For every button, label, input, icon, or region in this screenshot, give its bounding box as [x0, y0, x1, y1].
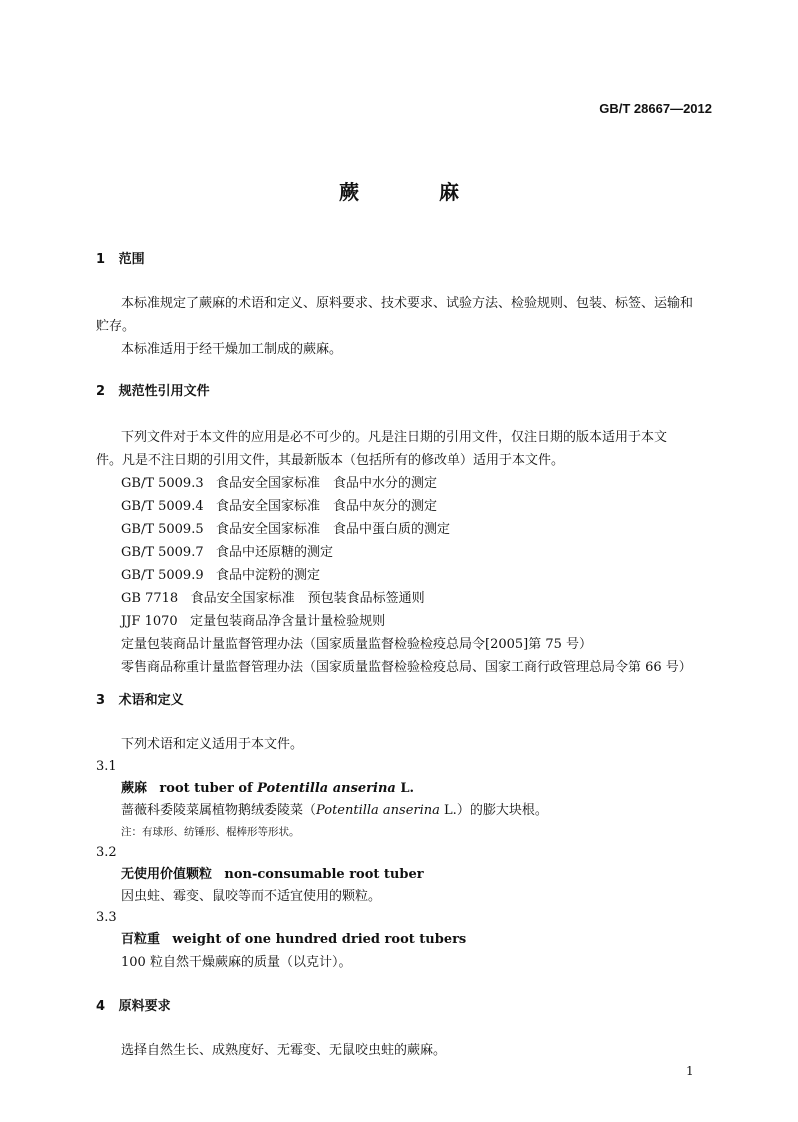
term-en: weight of one hundred dried root tubers [172, 932, 467, 947]
paragraph: 下列文件对于本文件的应用是必不可少的。凡是注日期的引用文件，仅注日期的版本适用于本文 [121, 430, 668, 445]
reference-title: 定量包装商品计量监督管理办法（国家质量监督检验检疫总局令[2005]第 75 号） [121, 637, 593, 652]
reference-item [121, 659, 692, 677]
reference-item [121, 590, 425, 608]
reference-code: GB/T 5009.7 [121, 545, 204, 560]
reference-title: 食品安全国家标准 食品中水分的测定 [216, 476, 438, 491]
reference-title: 食品中还原糖的测定 [216, 545, 334, 560]
reference-code: GB/T 5009.5 [121, 522, 204, 537]
section-title: 规范性引用文件 [118, 384, 210, 399]
section-title: 原料要求 [118, 999, 171, 1014]
reference-code: GB 7718 [121, 591, 179, 606]
paragraph: 下列术语和定义适用于本文件。 [121, 737, 304, 752]
reference-item [121, 521, 450, 539]
term-en-latin: Potentilla anserina [257, 781, 396, 796]
paragraph: 本标准适用于经干燥加工制成的蕨麻。 [121, 342, 343, 357]
paragraph: 选择自然生长、成熟度好、无霉变、无鼠咬虫蛀的蕨麻。 [121, 1043, 447, 1058]
section-1-heading [96, 251, 145, 269]
reference-title: 食品安全国家标准 食品中蛋白质的测定 [216, 522, 451, 537]
term-number: 3.1 [96, 759, 117, 774]
reference-title: 食品安全国家标准 食品中灰分的测定 [216, 499, 438, 514]
term-definition: 因虫蛀、霉变、鼠咬等而不适宜使用的颗粒。 [121, 889, 382, 904]
section-2-heading [96, 383, 210, 401]
term-heading [121, 866, 424, 884]
term-cn: 无使用价值颗粒 [121, 867, 213, 882]
term-number: 3.3 [96, 910, 117, 925]
term-note: 注：有球形、纺锤形、棍棒形等形状。 [121, 826, 300, 838]
page-number: 1 [686, 1064, 694, 1078]
reference-item [121, 636, 592, 654]
section-3-heading [96, 692, 184, 710]
paragraph: 贮存。 [96, 319, 136, 334]
reference-code: GB/T 5009.3 [121, 476, 204, 491]
section-title: 范围 [118, 252, 145, 267]
reference-item [121, 475, 437, 493]
term-en [159, 781, 414, 796]
reference-item [121, 544, 333, 562]
section-number: 3 [96, 693, 106, 708]
section-title: 术语和定义 [118, 693, 184, 708]
reference-title: 食品安全国家标准 预包装食品标签通则 [190, 591, 425, 606]
section-4-heading [96, 998, 171, 1016]
definition-text: L.）的膨大块根。 [439, 803, 548, 818]
reference-code: GB/T 5009.4 [121, 499, 204, 514]
definition-text: 蔷薇科委陵菜属植物鹅绒委陵菜（ [121, 803, 317, 818]
reference-code: GB/T 5009.9 [121, 568, 204, 583]
section-number: 4 [96, 999, 106, 1014]
reference-title: 零售商品称重计量监督管理办法（国家质量监督检验检疫总局、国家工商行政管理总局令第 66 号） [121, 660, 692, 675]
term-cn: 蕨麻 [121, 781, 148, 796]
term-en: non-consumable root tuber [224, 867, 424, 882]
paragraph: 本标准规定了蕨麻的术语和定义、原料要求、技术要求、试验方法、检验规则、包装、标签、运输和 [121, 296, 694, 311]
paragraph: 件。凡是不注日期的引用文件，其最新版本（包括所有的修改单）适用于本文件。 [96, 453, 565, 468]
term-definition [121, 802, 548, 820]
reference-title: 食品中淀粉的测定 [216, 568, 321, 583]
term-heading [121, 931, 466, 949]
term-en-tail: L. [395, 781, 415, 796]
standard-number: GB/T 28667—2012 [599, 101, 712, 116]
term-en-text: root tuber of [159, 781, 258, 796]
reference-item [121, 498, 437, 516]
section-number: 1 [96, 252, 106, 267]
section-number: 2 [96, 384, 106, 399]
term-cn: 百粒重 [121, 932, 161, 947]
reference-item [121, 613, 385, 631]
reference-item [121, 567, 320, 585]
term-number: 3.2 [96, 845, 117, 860]
document-title: 蕨麻 [339, 180, 539, 204]
term-heading [121, 780, 414, 798]
definition-latin: Potentilla anserina [316, 803, 440, 818]
term-definition: 100 粒自然干燥蕨麻的质量（以克计）。 [121, 955, 352, 970]
reference-code: JJF 1070 [121, 614, 178, 629]
reference-title: 定量包装商品净含量计量检验规则 [190, 614, 386, 629]
